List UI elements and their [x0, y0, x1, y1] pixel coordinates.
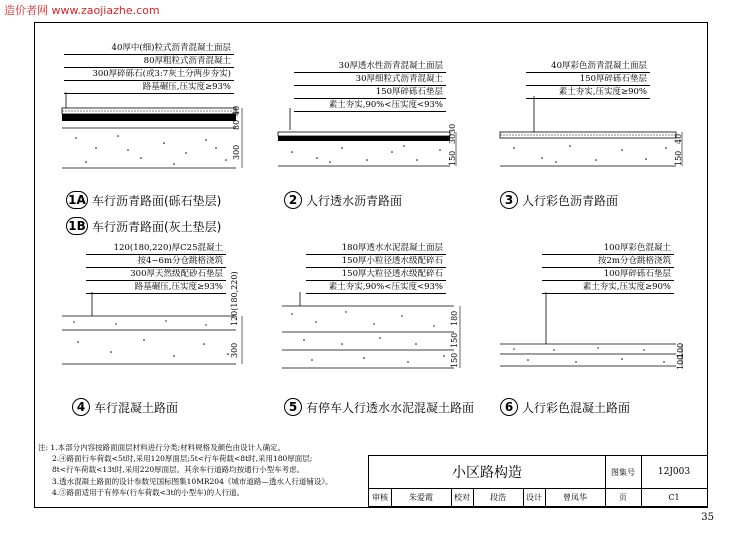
dim-label: 150	[674, 150, 683, 166]
note-line: 注: 1.本部分内容按路面面层材料进行分类;材料规格及颜色由设计人确定。	[38, 443, 286, 452]
note-line: 2.④路面行车荷载<5t时,采用120厚面层;5t<行车荷载<8t时,采用180厚面层;	[52, 454, 313, 464]
watermark: 造价者网 www.zaojiazhe.com	[4, 4, 160, 17]
designer-name: 曾凤华	[545, 488, 606, 506]
dim-label: 150	[450, 352, 459, 368]
caption-number: 1B	[66, 217, 88, 235]
caption-5	[284, 398, 474, 416]
caption-title: 车行沥青路面(灰土垫层)	[92, 219, 222, 234]
caption-2	[284, 191, 402, 209]
layer-label: 150厚大粒径透水级配碎石	[306, 268, 446, 281]
checker-name: 段浩	[473, 488, 524, 506]
caption-number: 5	[284, 398, 302, 416]
caption-title: 车行混凝土路面	[94, 400, 179, 415]
panel-4-section-drawing	[56, 292, 246, 372]
layer-label: 80厚粗粒式沥青混凝土	[64, 55, 234, 68]
panel-5-section-drawing	[276, 292, 466, 372]
caption-4	[72, 398, 178, 416]
atlas-number: 12J003	[657, 467, 691, 477]
layer-label: 180厚透水水泥混凝土面层	[306, 242, 446, 255]
design-label: 设计	[523, 488, 546, 506]
layer-label: 按2m分仓跳格浇筑	[542, 255, 674, 268]
page-code: C1	[668, 492, 680, 502]
layer-label: 30厚透水性沥青混凝土面层	[294, 60, 446, 73]
caption-number: 2	[284, 191, 302, 209]
layer-label: 100厚彩色混凝土	[542, 242, 674, 255]
panel-5-layer-labels	[306, 242, 446, 294]
title-block	[368, 455, 708, 507]
dim-label: 300	[232, 144, 241, 160]
note-line: 4.⑤路面适用于有停车(行车荷载<3t的小型车)的人行道。	[52, 487, 245, 497]
dim-label: 150	[448, 150, 457, 166]
layer-label: 路基碾压,压实度≥93%	[64, 81, 234, 94]
dim-label: 40	[232, 105, 241, 116]
reviewer-name: 朱爱霞	[391, 488, 452, 506]
note-line: 8t<行车荷载<13t时,采用220厚面层。其余车行道路均按通行小型车考虑。	[52, 465, 305, 475]
notes	[38, 442, 333, 498]
panel-1-section-drawing	[56, 88, 246, 178]
caption-1a	[66, 191, 221, 209]
caption-title: 车行沥青路面(砾石垫层)	[92, 193, 222, 208]
dim-label: 30	[448, 133, 457, 144]
caption-number: 4	[72, 398, 90, 416]
check-label: 校对	[451, 488, 474, 506]
layer-label: 150厚小粒径透水级配碎石	[306, 255, 446, 268]
dim-label: 300	[230, 342, 239, 358]
page-label: 页	[605, 488, 642, 506]
layer-label: 100厚碎砾石垫层	[542, 268, 674, 281]
panel-6-layer-labels	[542, 242, 674, 294]
layer-label: 300厚天然级配砂石垫层	[86, 268, 226, 281]
layer-label: 30厚细粒式沥青混凝土	[294, 73, 446, 86]
review-label: 审核	[369, 488, 392, 506]
panel-2-section-drawing	[272, 108, 462, 170]
caption-6	[500, 398, 630, 416]
layer-label: 120(180,220)厚C25混凝土	[86, 242, 226, 255]
dim-label: 100	[676, 354, 685, 370]
layer-label: 40厚彩色沥青混凝土面层	[526, 60, 650, 73]
note-line: 3.透水混凝土路面的设计参数见国标图集10MR204《城市道路—透水人行道铺设》。	[52, 476, 333, 486]
layer-label: 150厚碎砾石垫层	[294, 86, 446, 99]
dim-label: 30	[448, 123, 457, 134]
panel-1-layer-labels	[64, 42, 234, 94]
caption-1b	[66, 217, 221, 235]
layer-label: 素土夯实,压实度≥90%	[526, 86, 650, 99]
caption-title: 人行彩色沥青路面	[522, 193, 619, 208]
layer-label: 素土夯实,压实度≥90%	[542, 281, 674, 294]
panel-3-layer-labels	[526, 60, 650, 99]
caption-number: 6	[500, 398, 518, 416]
dim-label: 180	[450, 310, 459, 326]
layer-label: 按4~6m分仓跳格浇筑	[86, 255, 226, 268]
layer-label: 300厚碎砾石(或3:7灰土分两步夯实)	[64, 68, 234, 81]
caption-title: 有停车人行透水水泥混凝土路面	[306, 400, 475, 415]
dim-label: 100	[676, 342, 685, 358]
caption-number: 3	[500, 191, 518, 209]
panel-6-section-drawing	[494, 292, 688, 372]
dim-label: 40	[674, 133, 683, 144]
layer-label: 40厚中(细)粒式沥青混凝土面层	[64, 42, 234, 55]
panel-4-layer-labels	[86, 242, 226, 294]
drawing-title: 小区路构造	[369, 456, 606, 488]
dim-label: 80	[232, 119, 241, 130]
caption-title: 人行彩色混凝土路面	[522, 400, 631, 415]
dim-label: 120(180,220)	[230, 271, 239, 326]
caption-3	[500, 191, 618, 209]
atlas-label: 图集号	[605, 456, 642, 488]
layer-label: 素土夯实,90%<压实度<93%	[294, 99, 446, 112]
caption-title: 人行透水沥青路面	[306, 193, 403, 208]
caption-number: 1A	[66, 191, 88, 209]
panel-3-section-drawing	[494, 96, 688, 170]
layer-label: 路基碾压,压实度≥93%	[86, 281, 226, 294]
dim-label: 150	[450, 332, 459, 348]
layer-label: 150厚碎砾石垫层	[526, 73, 650, 86]
page-number: 35	[701, 512, 714, 523]
layer-label: 素土夯实,90%<压实度<93%	[306, 281, 446, 294]
panel-2-layer-labels	[294, 60, 446, 112]
